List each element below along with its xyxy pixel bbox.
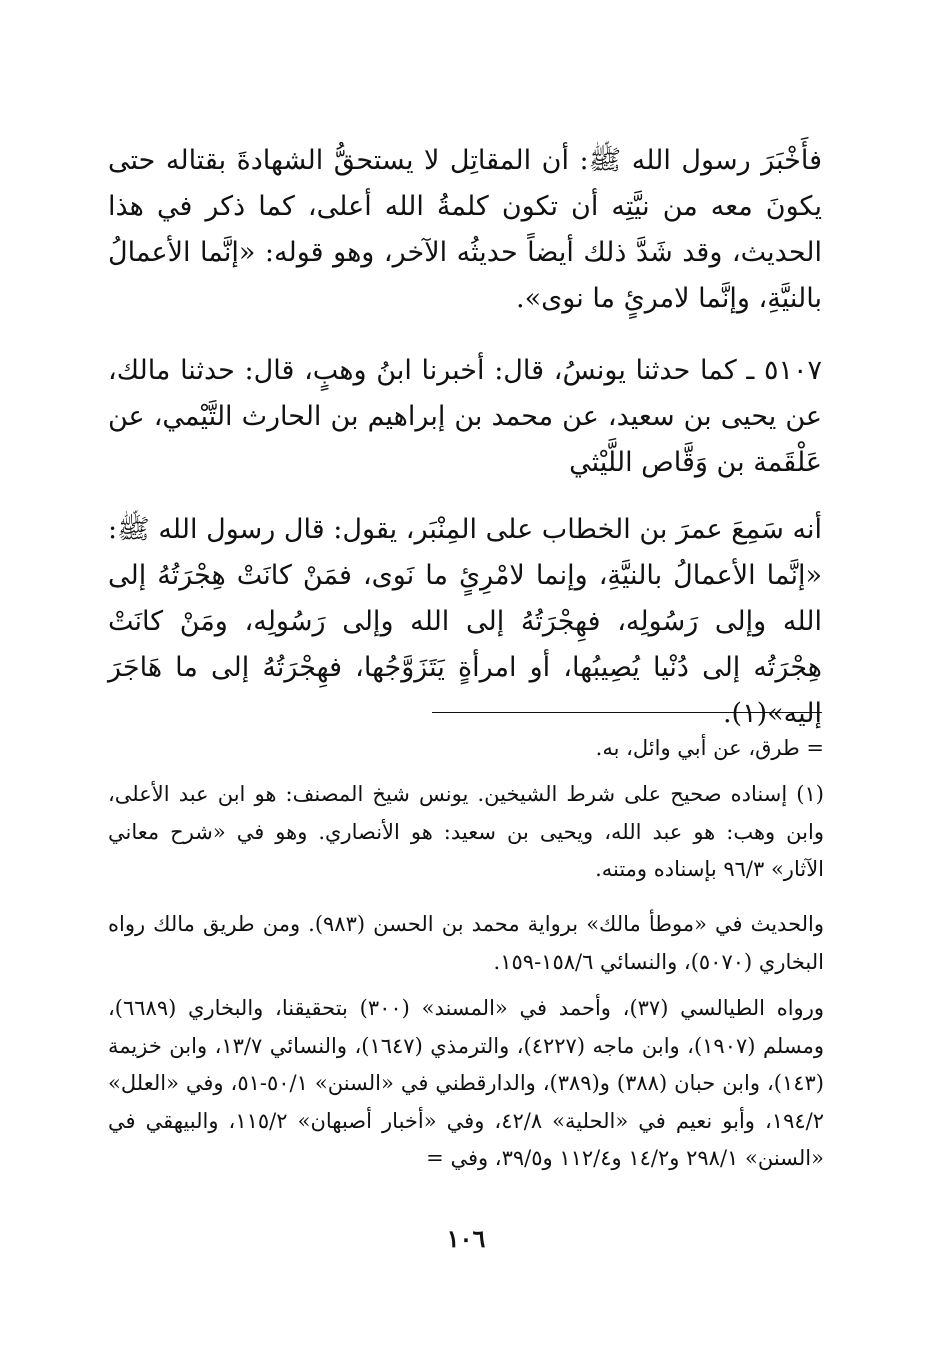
footnote-divider xyxy=(432,712,822,713)
main-paragraph-isnad: ٥١٠٧ ـ كما حدثنا يونسُ، قال: أخبرنا ابنُ وهبٍ، قال: حدثنا مالك، عن يحيى بن سعيد، عن محمد بن إبراهيم بن الحارث التَّيْمي، عن عَلْقَمة بن وَقَّاص اللَّيْثي xyxy=(108,355,822,478)
page-number: ١٠٦ xyxy=(446,1224,486,1253)
footnote-1-continued-malik: والحديث في «موطأ مالك» برواية محمد بن الحسن (٩٨٣). ومن طريق مالك رواه البخاري (٥٠٧٠)، والنسائي ١٥٨/٦-١٥٩. xyxy=(108,912,825,974)
footnote-1: (١) إسناده صحيح على شرط الشيخين. يونس شيخ المصنف: هو ابن عبد الأعلى، وابن وهب: هو عبد الله، ويحيى بن سعيد: هو الأنصاري. وهو في «شرح معاني الآثار» ٩٦/٣ بإسناده ومتنه. xyxy=(108,782,824,881)
footnote-continuation: = طرق، عن أبي وائل، به. xyxy=(595,736,824,760)
footnote-1-continued-sources: ورواه الطيالسي (٣٧)، وأحمد في «المسند» (٣٠٠) بتحقيقنا، والبخاري (٦٦٨٩)، ومسلم (١٩٠٧)، وابن ماجه (٤٢٢٧)، والترمذي (١٦٤٧)، والنسائي ١٣/٧، وابن خزيمة (١٤٣)، وابن حبان (٣٨٨) و(٣٨٩)، والدارقطني في «السنن» ٥٠/١-٥١، وفي «العلل» ١٩٤/٢، وأبو نعيم في «الحلية» ٤٢/٨، وفي «أخبار أصبهان» ١١٥/٢، والبيهقي في «السنن» ٢٩٨/١ و١٤/٢ و١١٢/٤ و٣٩/٥، وفي = xyxy=(108,996,824,1170)
main-paragraph-commentary: فأَخْبَرَ رسول الله ﷺ: أن المقاتِل لا يستحقُّ الشهادةَ بقتاله حتى يكونَ معه من نيَّتِه أن تكون كلمةُ الله أعلى، كما ذكر في هذا الحديث، وقد شَدَّ ذلك أيضاً حديثُه الآخر، وهو قوله: «إنَّما الأعمالُ بالنيَّةِ، وإنَّما لامرئٍ ما نوى». xyxy=(108,145,822,314)
main-paragraph-hadith: أنه سَمِعَ عمرَ بن الخطاب على المِنْبَر، يقول: قال رسول الله ﷺ: «إنَّما الأعمالُ بالنيَّةِ، وإنما لامْرِئٍ ما نَوى، فمَنْ كانَتْ هِجْرَتُهُ إلى الله وإلى رَسُولِه، فهِجْرَتُهُ إلى الله وإلى رَسُولِه، ومَنْ كانَتْ هِجْرَتُه إلى دُنْيا يُصِيبُها، أو امرأةٍ يَتَزَوَّجُها، فهِجْرَتُهُ إلى ما هَاجَرَ إليه»(١). xyxy=(108,514,822,729)
